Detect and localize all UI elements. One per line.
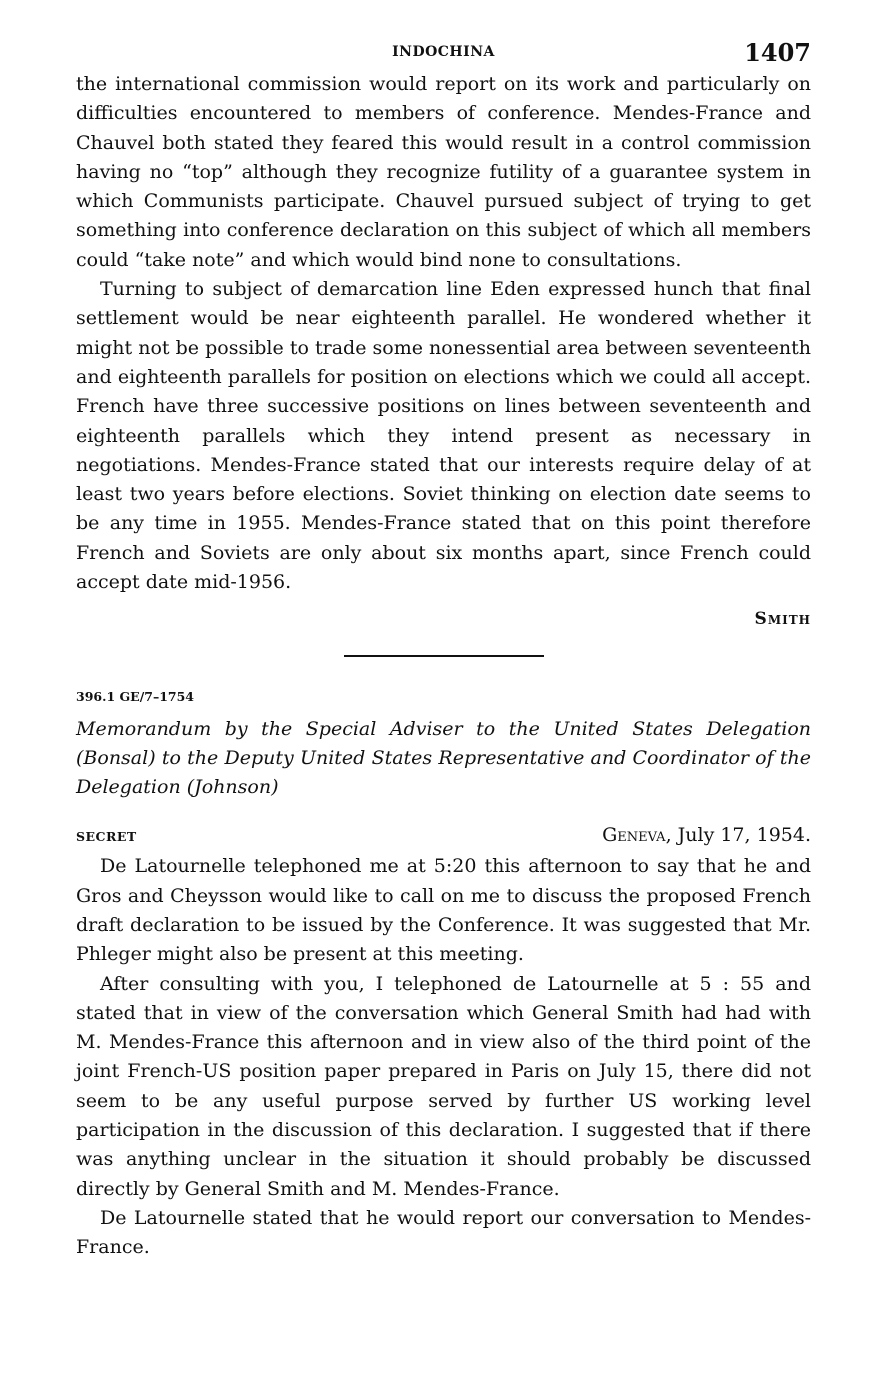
document-title bbox=[76, 715, 811, 802]
section-divider bbox=[344, 655, 544, 657]
running-header bbox=[76, 36, 811, 70]
running-title: INDOCHINA bbox=[392, 44, 495, 60]
title-text: Memorandum by the Special Adviser to the United States Delegation ( bbox=[76, 718, 811, 770]
title-name: Johnson bbox=[194, 776, 272, 799]
dateline bbox=[602, 820, 811, 850]
body-paragraph: De Latournelle telephoned me at 5:20 this afternoon to say that he and Gros and Cheysson would like to call on me to discuss the proposed French draft declaration to be issued by the Conference. It was suggested that Mr. Phleger might also be present at this meeting. bbox=[76, 855, 811, 966]
title-text: ) bbox=[271, 776, 279, 799]
body-paragraph: After consulting with you, I telephoned de Latournelle at 5 : 55 and stated that in view of the conversation which General Smith had had with M. Mendes-France this afternoon and in view also of the third point of the joint French-US position paper prepared in Paris on July 15, there did not seem to be any useful purpose served by further US working level participation in the discussion of this declaration. I suggested that if there was anything unclear in the situation it should probably be discussed directly by General Smith and M. Mendes-France. bbox=[76, 972, 811, 1200]
page-number: 1407 bbox=[744, 38, 811, 67]
body-paragraph: De Latournelle stated that he would report our conversation to Mendes-France. bbox=[76, 1206, 811, 1259]
file-number: 396.1 GE/7–1754 bbox=[76, 689, 194, 705]
dateline-row bbox=[76, 820, 811, 852]
signature: Smith bbox=[754, 609, 811, 630]
title-name: Bonsal bbox=[83, 747, 149, 770]
document-page bbox=[76, 36, 811, 1263]
classification-label: SECRET bbox=[76, 829, 137, 845]
body-paragraph: Turning to subject of demarcation line Eden expressed hunch that final settlement would be near eighteenth parallel. He wondered whether it might not be possible to trade some nonessential area between seventeenth and eighteenth parallels for position on elections which we could all accept. French have three successive positions on lines between seventeenth and eighteenth parallels which they intend present as necessary in negotiations. Mendes-France stated that our interests require delay of at least two years before elections. Soviet thinking on election date seems to be any time in 1955. Mendes-France stated that on this point therefore French and Soviets are only about six months apart, since French could accept date mid-1956. bbox=[76, 278, 811, 594]
body-paragraph: the international commission would report on its work and particularly on difficulties encountered to members of conference. Mendes-France and Chauvel both stated they feared this would result in a control commission having no “top” although they recognize futility of a guarantee system in which Communists participate. Chauvel pursued subject of trying to get something into conference declaration on this subject of which all members could “take note” and which would bind none to consultations. bbox=[76, 73, 811, 271]
dateline-date: , July 17, 1954. bbox=[665, 824, 811, 847]
title-text: ) to the Deputy United States Representative and Coordinator of the Delegation ( bbox=[76, 747, 811, 799]
dateline-place: Geneva bbox=[602, 824, 666, 847]
